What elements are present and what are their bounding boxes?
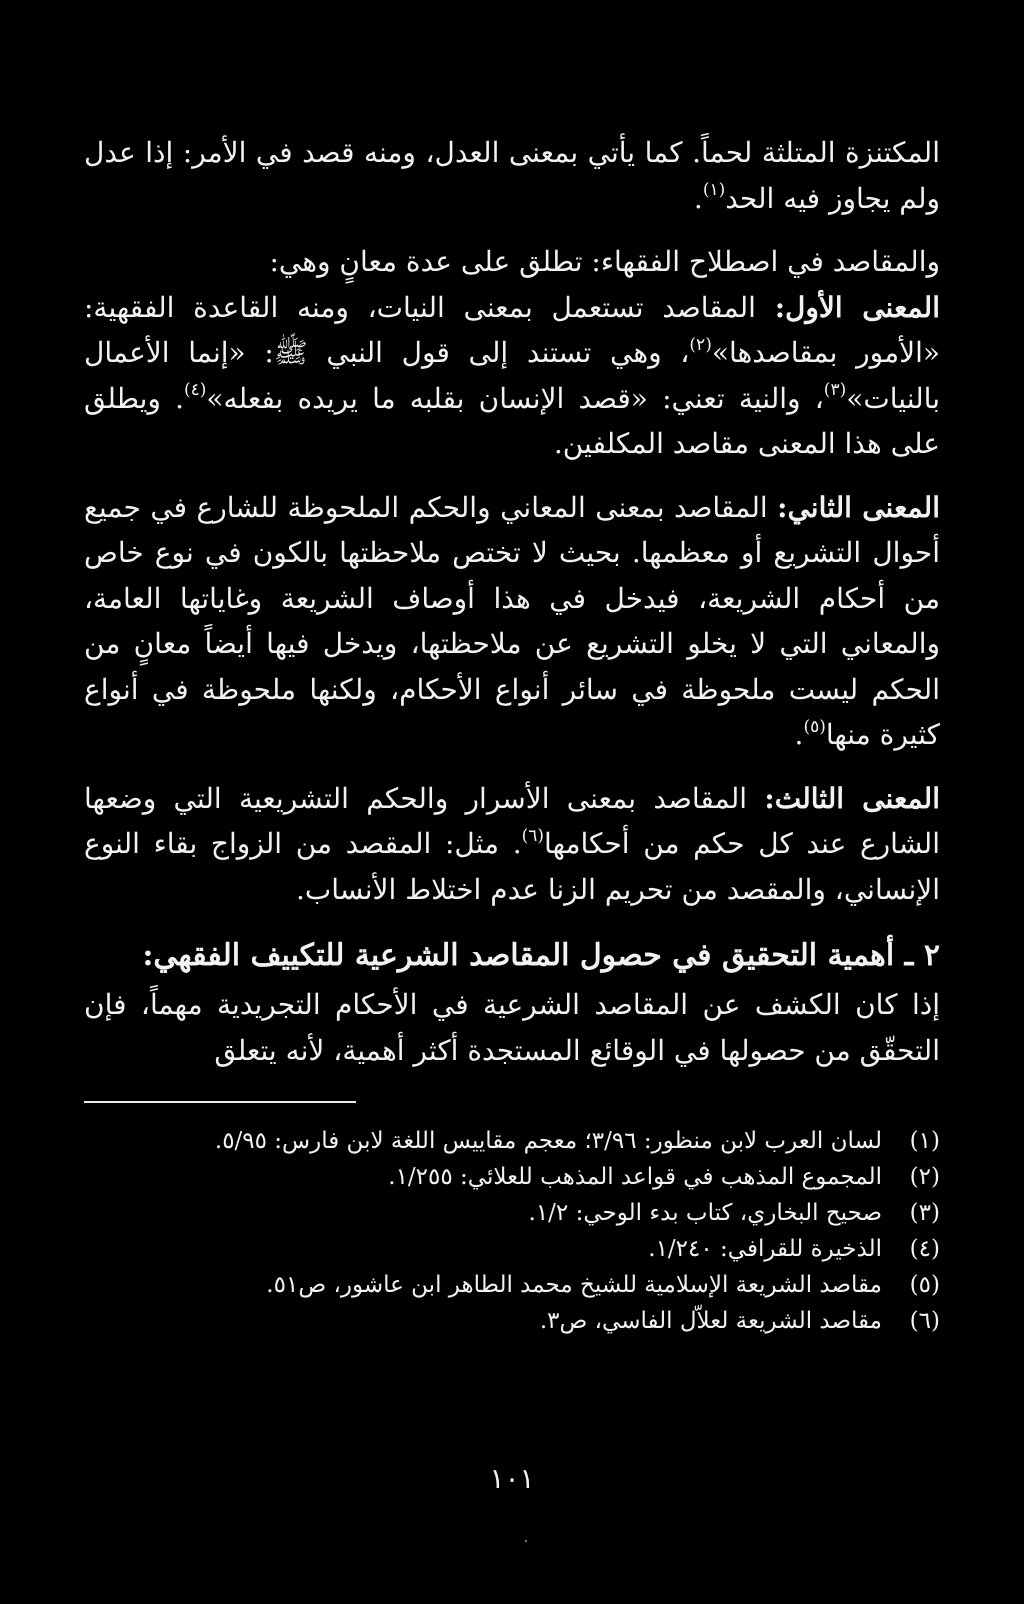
intro-paragraph bbox=[84, 130, 940, 221]
footnote-ref[interactable]: (١) bbox=[702, 180, 726, 201]
book-page bbox=[84, 130, 940, 1339]
first-meaning-label: المعنى الأول: bbox=[774, 290, 940, 324]
footnote-ref[interactable]: (٣) bbox=[823, 380, 847, 401]
footnote-item bbox=[84, 1123, 940, 1159]
footnote-item bbox=[84, 1231, 940, 1267]
footnote-item bbox=[84, 1267, 940, 1303]
third-meaning-text: . مثل: المقصد من الزواج بقاء النوع الإنساني، والمقصد من تحريم الزنا عدم اختلاط الأنساب. bbox=[84, 827, 940, 906]
first-meaning-text: ، والنية تعني: «قصد الإنسان بقلبه ما يريده بفعله» bbox=[206, 381, 824, 415]
footnote-number: (١) bbox=[909, 1128, 940, 1154]
footnote-text: مقاصد الشريعة الإسلامية للشيخ محمد الطاهر ابن عاشور، ص٥١. bbox=[266, 1272, 882, 1298]
second-meaning-text: المقاصد بمعنى المعاني والحكم الملحوظة للشارع في جميع أحوال التشريع أو معظمها. بحيث لا تختص ملاحظتها بالكون في نوع خاص من أحكام الشريعة، فيدخل في هذا أوصاف الشريعة وغاياتها العامة، والمعاني التي لا يخلو التشريع عن ملاحظتها، ويدخل فيها أيضاً معانٍ من الحكم ليست ملحوظة في سائر أنواع الأحكام، ولكنها ملحوظة في أنواع كثيرة منها bbox=[84, 490, 940, 751]
footnote-number: (٦) bbox=[909, 1308, 940, 1334]
footnote-ref[interactable]: (٦) bbox=[521, 825, 545, 846]
second-meaning-label: المعنى الثاني: bbox=[777, 490, 940, 524]
footnote-ref[interactable]: (٢) bbox=[689, 334, 712, 355]
footnote-item bbox=[84, 1159, 940, 1195]
footnote-text: المجموع المذهب في قواعد المذهب للعلائي: ١/٢٥٥. bbox=[388, 1164, 882, 1190]
footnote-number: (٤) bbox=[909, 1236, 940, 1262]
footnotes-list bbox=[84, 1123, 940, 1339]
third-meaning-label: المعنى الثالث: bbox=[764, 781, 940, 815]
section-heading: ٢ ـ أهمية التحقيق في حصول المقاصد الشرعية للتكييف الفقهي: bbox=[142, 938, 940, 973]
footnote-number: (٣) bbox=[909, 1200, 940, 1226]
footnote-text: لسان العرب لابن منظور: ٣/٩٦؛ معجم مقاييس اللغة لابن فارس: ٥/٩٥. bbox=[214, 1128, 882, 1154]
spacer bbox=[84, 221, 940, 239]
footnote-number: (٢) bbox=[909, 1164, 940, 1190]
footnote-ref[interactable]: (٤) bbox=[184, 380, 207, 401]
intro-text: المكتنزة المتلثة لحماً. كما يأتي بمعنى العدل، ومنه قصد في الأمر: إذا عدل ولم يجاوز فيه الحد bbox=[84, 136, 940, 215]
definitions-text: والمقاصد في اصطلاح الفقهاء: تطلق على عدة معانٍ وهي: bbox=[269, 245, 940, 278]
footnote-item bbox=[84, 1303, 940, 1339]
footnote-text: الذخيرة للقرافي: ١/٢٤٠. bbox=[648, 1236, 882, 1262]
scan-speck bbox=[525, 1540, 527, 1542]
footnote-ref[interactable]: (٥) bbox=[803, 716, 826, 737]
first-meaning-paragraph bbox=[84, 285, 940, 467]
second-meaning-paragraph bbox=[84, 485, 940, 758]
intro-end: . bbox=[693, 181, 703, 215]
footnote-number: (٥) bbox=[909, 1272, 940, 1298]
footnote-text: مقاصد الشريعة لعلاّل الفاسي، ص٣. bbox=[539, 1308, 882, 1334]
page-number: ١٠١ bbox=[489, 1462, 535, 1495]
first-meaning-text: ، وهي تستند إلى قول النبي ﷺ: «إنما الأعمال بالنيات» bbox=[84, 336, 940, 415]
third-meaning-paragraph bbox=[84, 776, 940, 913]
third-meaning-text: المقاصد بمعنى الأسرار والحكم التشريعية التي وضعها الشارع عند كل حكم من أحكامها bbox=[84, 781, 940, 860]
definitions-paragraph bbox=[84, 239, 940, 285]
footnote-item bbox=[84, 1195, 940, 1231]
spacer bbox=[84, 912, 940, 930]
first-meaning-text: المقاصد تستعمل بمعنى النيات، ومنه القاعدة الفقهية: «الأمور بمقاصدها» bbox=[84, 290, 940, 369]
second-meaning-end: . bbox=[794, 718, 804, 751]
section-paragraph bbox=[84, 982, 940, 1073]
first-meaning-text: . ويطلق على هذا المعنى مقاصد المكلفين. bbox=[84, 381, 940, 460]
footnote-separator bbox=[84, 1101, 356, 1103]
spacer bbox=[84, 758, 940, 776]
spacer bbox=[84, 467, 940, 485]
section-text: إذا كان الكشف عن المقاصد الشرعية في الأحكام التجريدية مهماً، فإن التحقّق من حصولها في الوقائع المستجدة أكثر أهمية، لأنه يتعلق bbox=[84, 988, 940, 1067]
footnote-text: صحيح البخاري، كتاب بدء الوحي: ١/٢. bbox=[528, 1200, 882, 1226]
